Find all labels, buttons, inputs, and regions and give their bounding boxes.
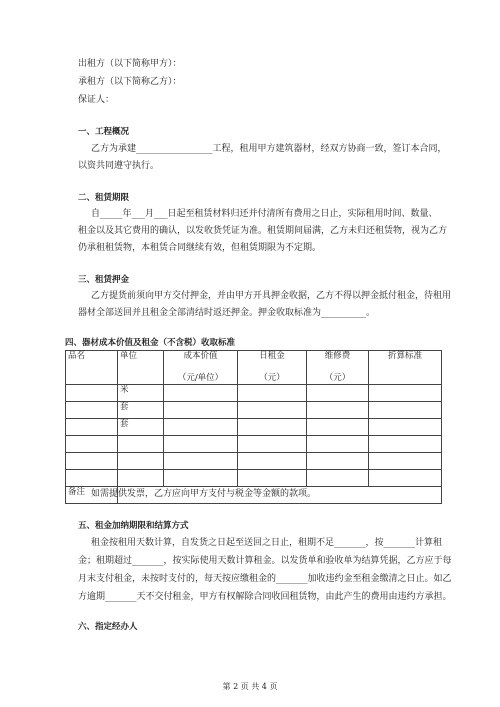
section2-title: 二、租赁期限 xyxy=(78,193,130,203)
table-row xyxy=(66,453,442,470)
header-daily-rent: 日租金 （元） xyxy=(238,351,307,385)
section5-text-2: 金；租期超过_______，按实际使用天数计算租金。以发货单和验收单为结算凭据，乙方应于每 xyxy=(78,556,452,566)
section2-text-1: 自_____年___月___日起至租赁材料归还并付清所有费用之日止，实际租用时间、数量、 xyxy=(91,209,438,219)
lessee-line: 承租方（以下简称乙方）： xyxy=(78,77,182,87)
guarantor-line: 保证人： xyxy=(78,95,115,105)
rental-rate-table xyxy=(65,350,442,504)
section5-text-1: 租金按租用天数计算，自发货之日起至送回之日止，租期不足_______，按_______计算租 xyxy=(91,538,443,548)
page-number: 第 2 页 共 4 页 xyxy=(222,682,278,691)
table-row: 套 xyxy=(66,402,442,419)
section3-text-1: 乙方提货前须向甲方交付押金，并由甲方开具押金收据，乙方不得以押金抵付租金，待租用 xyxy=(91,291,452,301)
section2-text-2: 租金以及其它费用的确认，以发收货凭证为准。租赁期间届满，乙方未归还租赁物，视为乙方 xyxy=(78,226,448,236)
section1-text-2: 以资共同遵守执行。 xyxy=(78,161,160,171)
section3-text-2: 器材全部送回并且租金全部清结时返还押金。押金收取标准为__________。 xyxy=(78,308,376,318)
header-discount: 折算标准 xyxy=(369,351,442,385)
section4-title: 四、器材成本价值及租金（不含税）收取标准 xyxy=(65,338,236,348)
header-unit: 单位 xyxy=(118,351,164,385)
header-name: 品名 xyxy=(66,351,118,385)
section5-title: 五、租金加纳期限和结算方式 xyxy=(78,521,189,531)
section3-title: 三、租赁押金 xyxy=(78,275,130,285)
remark-label: 备注 xyxy=(66,487,118,504)
section5-text-3: 月末支付租金，未按时支付的，每天按应缴租金的_______加收违约金至租金缴清之日止。如乙 xyxy=(78,574,452,584)
table-row: 套 xyxy=(66,419,442,436)
table-row: 米 xyxy=(66,385,442,402)
section5-text-4: 方逾期_______天不交付租金，甲方有权解除合同收回租赁物，由此产生的费用由违约方承担。 xyxy=(78,592,452,602)
table-row xyxy=(66,436,442,453)
section1-text-1: 乙方为承建_________________工程，租用甲方建筑器材，经双方协商一致，签订本合同， xyxy=(91,144,447,154)
section1-title: 一、工程概况 xyxy=(78,127,130,137)
invoice-note: 如需提供发票，乙方应向甲方支付与税金等金额的款项。 xyxy=(91,489,317,499)
header-cost: 成本价值 （元/单位） xyxy=(164,351,238,385)
table-row xyxy=(66,470,442,487)
header-repair-fee: 维修费 （元） xyxy=(307,351,369,385)
section6-title: 六、指定经办人 xyxy=(78,622,138,632)
section2-text-3: 仍承租租赁物，本租赁合同继续有效，但租赁期限为不定期。 xyxy=(78,243,322,253)
table-header-row xyxy=(66,351,442,385)
lessor-line: 出租方（以下简称甲方）： xyxy=(78,59,182,69)
